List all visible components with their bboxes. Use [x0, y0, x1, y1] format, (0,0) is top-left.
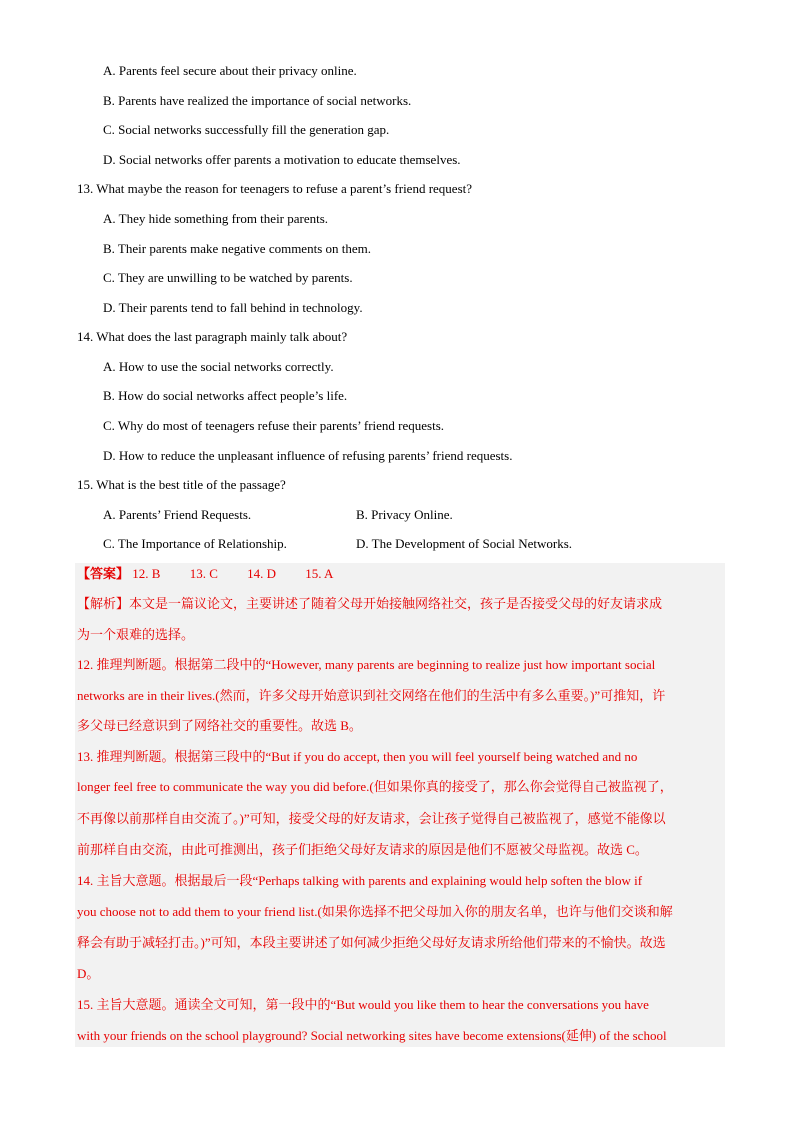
- q14-option-c: C. Why do most of teenagers refuse their parents’ friend requests.: [103, 418, 445, 433]
- q13-option-d: D. Their parents tend to fall behind in technology.: [103, 300, 363, 315]
- analysis-line: 13. 推理判断题。根据第三段中的“But if you do accept, then you will feel yourself being watched and no: [77, 749, 638, 764]
- analysis-line: 14. 主旨大意题。根据最后一段“Perhaps talking with parents and explaining would help soften the blow if: [77, 873, 643, 888]
- analysis-line: 12. 推理判断题。根据第二段中的“However, many parents are beginning to realize just how important social: [77, 657, 656, 672]
- q14-option-b: B. How do social networks affect people’s life.: [103, 388, 348, 403]
- analysis-line: 不再像以前那样自由交流了。)”可知，接受父母的好友请求，会让孩子觉得自己被监视了，感觉不能像以: [77, 811, 666, 826]
- analysis-line: 前那样自由交流，由此可推测出，孩子们拒绝父母好友请求的原因是他们不愿被父母监视。故选 C。: [77, 842, 648, 857]
- q15-option-b: B. Privacy Online.: [356, 507, 453, 522]
- q15-option-c: C. The Importance of Relationship.: [103, 536, 287, 551]
- analysis-line: 为一个艰难的选择。: [77, 627, 195, 642]
- q12-option-a: A. Parents feel secure about their privacy online.: [103, 63, 357, 78]
- answer-item: 12. B: [132, 566, 161, 581]
- analysis-line: with your friends on the school playground? Social networking sites have become extensions(延伸) of the school: [77, 1028, 667, 1043]
- q14-option-d: D. How to reduce the unpleasant influence of refusing parents’ friend requests.: [103, 448, 513, 463]
- answer-item: 13. C: [189, 566, 218, 581]
- analysis-line: 释会有助于减轻打击。)”可知，本段主要讲述了如何减少拒绝父母好友请求所给他们带来的不愉快。故选: [77, 935, 666, 950]
- q14-question: 14. What does the last paragraph mainly talk about?: [77, 329, 348, 344]
- q12-option-b: B. Parents have realized the importance of social networks.: [103, 93, 412, 108]
- q15-option-a: A. Parents’ Friend Requests.: [103, 507, 252, 522]
- answer-item: 15. A: [305, 566, 334, 581]
- answer-label: 【答案】: [77, 567, 130, 582]
- q12-option-c: C. Social networks successfully fill the generation gap.: [103, 122, 390, 137]
- analysis-line: 15. 主旨大意题。通读全文可知，第一段中的“But would you like them to hear the conversations you have: [77, 997, 649, 1012]
- answer-item: 14. D: [247, 566, 276, 581]
- analysis-line: 【解析】本文是一篇议论文，主要讲述了随着父母开始接触网络社交，孩子是否接受父母的好友请求成: [77, 596, 663, 611]
- analysis-line: longer feel free to communicate the way you did before.(但如果你真的接受了，那么你会觉得自己被监视了，: [77, 779, 673, 794]
- q13-option-b: B. Their parents make negative comments on them.: [103, 241, 371, 256]
- analysis-line: networks are in their lives.(然而，许多父母开始意识到社交网络在他们的生活中有多么重要。)”可推知，许: [77, 688, 666, 703]
- q13-option-a: A. They hide something from their parents.: [103, 211, 329, 226]
- q15-question: 15. What is the best title of the passage?: [77, 477, 286, 492]
- q12-option-d: D. Social networks offer parents a motivation to educate themselves.: [103, 152, 461, 167]
- analysis-line: you choose not to add them to your friend list.(如果你选择不把父母加入你的朋友名单，也许与他们交谈和解: [77, 904, 673, 919]
- q13-option-c: C. They are unwilling to be watched by parents.: [103, 270, 353, 285]
- analysis-line: 多父母已经意识到了网络社交的重要性。故选 B。: [77, 718, 362, 733]
- answer-line: [77, 565, 723, 584]
- q15-option-d: D. The Development of Social Networks.: [356, 536, 573, 551]
- analysis-line: D。: [77, 966, 100, 981]
- q14-option-a: A. How to use the social networks correctly.: [103, 359, 334, 374]
- q13-question: 13. What maybe the reason for teenagers to refuse a parent’s friend request?: [77, 181, 473, 196]
